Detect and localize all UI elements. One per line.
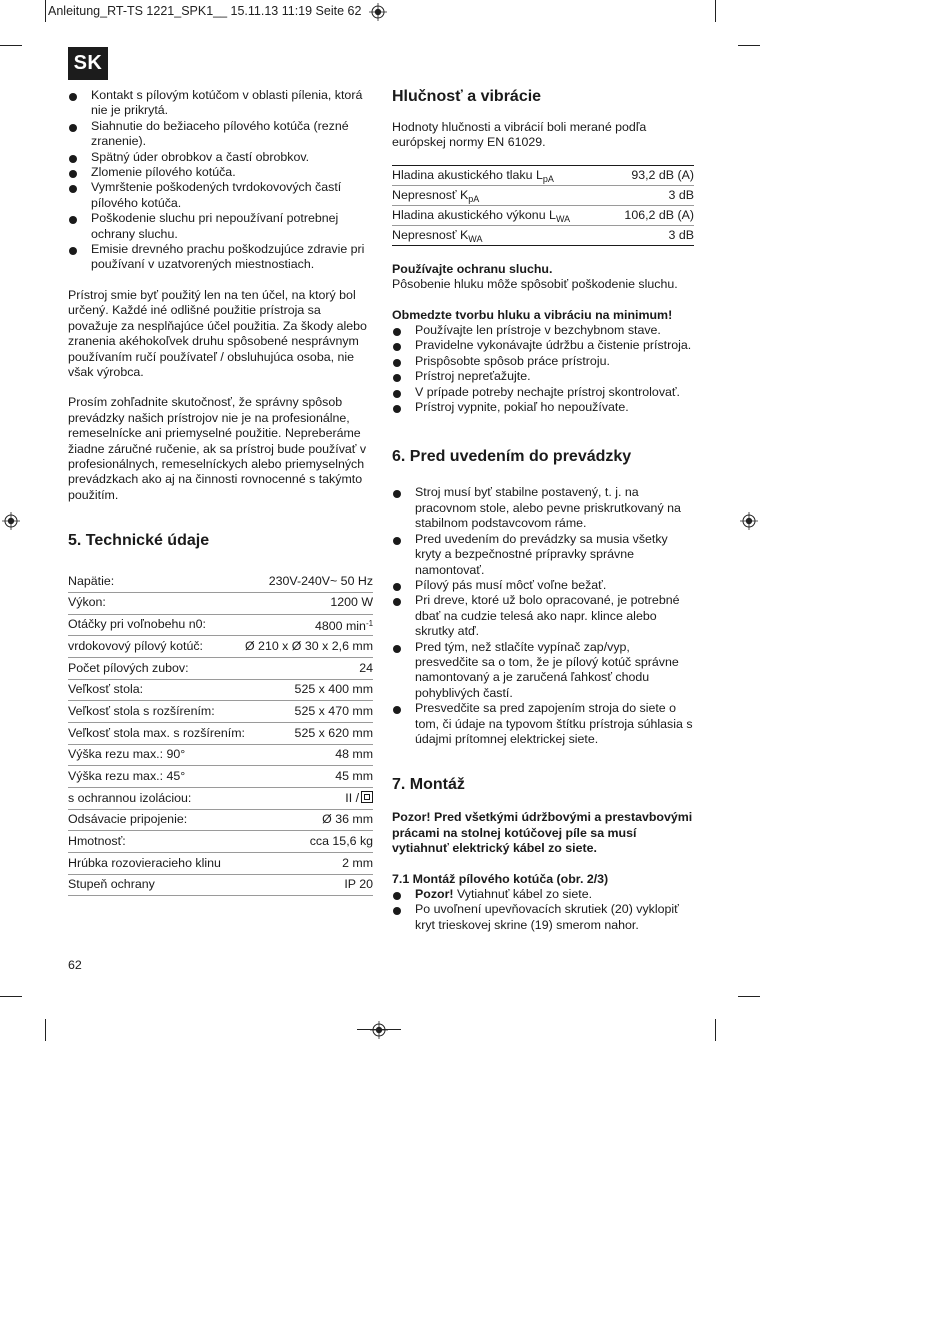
section-heading: Hlučnosť a vibrácie bbox=[392, 88, 542, 105]
spec-value-text: 1200 W bbox=[330, 595, 374, 610]
table-row bbox=[68, 614, 373, 636]
spec-value bbox=[245, 657, 373, 679]
noise-label bbox=[392, 225, 609, 245]
spec-value bbox=[245, 722, 373, 744]
table-row bbox=[392, 225, 694, 245]
noise-label-text: Nepresnosť K bbox=[392, 227, 469, 242]
spec-label: Hrúbka rozovieracieho klinu bbox=[68, 853, 245, 875]
spec-label: Veľkosť stola max. s rozšírením: bbox=[68, 722, 245, 744]
spec-value bbox=[245, 874, 373, 896]
intended-use-paragraph: Prístroj smie byť použitý len na ten účel, na ktorý bol určený. Každé iné odlišné použitie prístroja sa považuje za nesplňajúce účel použitia. Za škody alebo zranenia akéhokoľvek druhu spôsobené nesprávnym používaním ručí používateľ / obsluhujúca osoba, nie však výrobca. bbox=[68, 287, 367, 379]
table-row bbox=[68, 788, 373, 810]
spec-label: Otáčky pri voľnobehu n0: bbox=[68, 614, 245, 636]
table-row bbox=[68, 657, 373, 679]
spec-value-text: Ø 36 mm bbox=[322, 812, 374, 827]
spec-value-superscript: -1 bbox=[365, 618, 374, 628]
warning-label: Pozor! bbox=[415, 887, 454, 901]
list-item: Emisie drevného prachu poškodzujúce zdravie pri používaní v uzatvorených miestnostiach. bbox=[68, 242, 370, 273]
spec-label: vrdokovový pílový kotúč: bbox=[68, 636, 245, 658]
spec-value-text: 2 mm bbox=[342, 855, 374, 870]
crop-mark bbox=[45, 0, 46, 22]
spec-value bbox=[245, 831, 373, 853]
list-item: Kontakt s pílovým kotúčom v oblasti pílenia, ktorá nie je prikrytá. bbox=[68, 88, 370, 119]
noise-value: 93,2 dB (A) bbox=[609, 165, 694, 185]
section-heading: 6. Pred uvedením do prevádzky bbox=[392, 448, 632, 466]
spec-value-text: II / bbox=[345, 790, 360, 805]
section-heading: 7. Montáž bbox=[392, 776, 465, 794]
spec-value bbox=[245, 614, 373, 636]
spec-label: Veľkosť stola s rozšírením: bbox=[68, 701, 245, 723]
spec-value bbox=[245, 701, 373, 723]
noise-label-text: Nepresnosť K bbox=[392, 187, 469, 202]
spec-label: Odsávacie pripojenie: bbox=[68, 809, 245, 831]
crop-mark bbox=[715, 0, 716, 22]
crop-mark bbox=[45, 1019, 46, 1041]
table-row bbox=[68, 679, 373, 701]
section-heading: 5. Technické údaje bbox=[68, 532, 210, 550]
table-row bbox=[68, 809, 373, 831]
spec-value-text: 525 x 620 mm bbox=[294, 725, 374, 740]
spec-value bbox=[245, 809, 373, 831]
list-item: Stroj musí byť stabilne postavený, t. j. na pracovnom stole, alebo pevne priskrutkovaný na stabilnom podstavcovom ráme. bbox=[392, 485, 694, 531]
spec-label: s ochrannou izoláciou: bbox=[68, 788, 245, 810]
table-row bbox=[392, 165, 694, 185]
list-item: Zlomenie pílového kotúča. bbox=[68, 165, 370, 180]
noise-label-subscript: pA bbox=[468, 193, 480, 204]
list-item: Presvedčite sa pred zapojením stroja do siete o tom, či údaje na typovom štítku prístroja súhlasia s údajmi prítomnej elektrickej siete. bbox=[392, 701, 694, 747]
list-item: Pred tým, než stlačíte vypínač zap/vyp, presvedčite sa o tom, že je pílový kotúč správne namontovaný a je zaručená ľahkosť chodu pohyblivých častí. bbox=[392, 640, 694, 702]
table-row bbox=[392, 185, 694, 205]
crop-mark bbox=[0, 996, 22, 997]
crop-mark bbox=[715, 1019, 716, 1041]
list-item: Používajte len prístroje v bezchybnom stave. bbox=[392, 323, 694, 338]
spec-value-text: 4800 min bbox=[314, 618, 366, 633]
noise-label-text: Hladina akustického výkonu L bbox=[392, 207, 556, 222]
subsection-heading: 7.1 Montáž pílového kotúča (obr. 2/3) bbox=[392, 871, 609, 886]
noise-label-subscript: WA bbox=[468, 233, 483, 244]
spec-label: Napätie: bbox=[68, 571, 245, 592]
crop-mark bbox=[738, 996, 760, 997]
spec-value-text: Ø 210 x Ø 30 x 2,6 mm bbox=[244, 638, 374, 653]
noise-label-subscript: WA bbox=[555, 213, 571, 224]
noise-label bbox=[392, 185, 609, 205]
table-row bbox=[68, 571, 373, 592]
list-item: Pred uvedením do prevádzky sa musia všetky kryty a bezpečnostné prípravky správne namontovať. bbox=[392, 532, 694, 578]
spec-label: Výška rezu max.: 90° bbox=[68, 744, 245, 766]
minimize-noise-title: Obmedzte tvorbu hluku a vibráciu na minimum! bbox=[392, 307, 673, 322]
spec-label: Hmotnosť: bbox=[68, 831, 245, 853]
language-badge: SK bbox=[68, 47, 108, 80]
crop-mark bbox=[357, 1029, 401, 1030]
list-item: Vymrštenie poškodených tvrdokovových častí pílového kotúča. bbox=[68, 180, 370, 211]
crop-mark bbox=[738, 45, 760, 46]
registration-mark-icon bbox=[370, 1021, 388, 1039]
spec-label: Počet pílových zubov: bbox=[68, 657, 245, 679]
table-row bbox=[68, 766, 373, 788]
noise-label-text: Hladina akustického tlaku L bbox=[392, 167, 543, 182]
table-row bbox=[68, 853, 373, 875]
left-column bbox=[68, 88, 374, 896]
spec-value bbox=[245, 679, 373, 701]
table-row bbox=[68, 744, 373, 766]
noise-table bbox=[392, 165, 694, 246]
list-item: Siahnutie do bežiaceho pílového kotúča (rezné zranenie). bbox=[68, 119, 370, 150]
right-column bbox=[392, 88, 694, 933]
list-item: Poškodenie sluchu pri nepoužívaní potrebnej ochrany sluchu. bbox=[68, 211, 370, 242]
double-insulation-icon bbox=[361, 791, 373, 803]
spec-value bbox=[245, 592, 373, 614]
list-item bbox=[392, 887, 694, 902]
list-item: Prispôsobte spôsob práce prístroju. bbox=[392, 354, 694, 369]
spec-value-text: cca 15,6 kg bbox=[309, 834, 374, 849]
noise-intro: Hodnoty hlučnosti a vibrácií boli merané podľa európskej normy EN 61029. bbox=[392, 120, 647, 150]
spec-label: Veľkosť stola: bbox=[68, 679, 245, 701]
list-item: V prípade potreby nechajte prístroj skontrolovať. bbox=[392, 385, 694, 400]
list-item: Spätný úder obrobkov a častí obrobkov. bbox=[68, 150, 370, 165]
hazard-list bbox=[68, 88, 370, 273]
spec-value bbox=[245, 744, 373, 766]
spec-label: Stupeň ochrany bbox=[68, 874, 245, 896]
noise-label-subscript: pA bbox=[542, 173, 554, 184]
registration-mark-icon bbox=[369, 3, 387, 21]
list-item: Pravidelne vykonávajte údržbu a čistenie prístroja. bbox=[392, 338, 694, 353]
startup-list bbox=[392, 485, 694, 747]
spec-value-text: 45 mm bbox=[335, 768, 374, 783]
spec-value-text: 230V-240V~ 50 Hz bbox=[268, 573, 374, 588]
spec-value-text: 525 x 400 mm bbox=[294, 682, 374, 697]
minimize-noise-list bbox=[392, 323, 694, 415]
noise-value: 3 dB bbox=[609, 225, 694, 245]
spec-value-text: IP 20 bbox=[344, 877, 374, 892]
list-item: Pílový pás musí môcť voľne bežať. bbox=[392, 578, 694, 593]
registration-mark-icon bbox=[740, 512, 758, 530]
registration-mark-icon bbox=[2, 512, 20, 530]
warning-text: Vytiahnuť kábel zo siete. bbox=[453, 887, 593, 901]
spec-label: Výška rezu max.: 45° bbox=[68, 766, 245, 788]
spec-value bbox=[245, 636, 373, 658]
spec-value-text: 525 x 470 mm bbox=[294, 703, 374, 718]
spec-table bbox=[68, 571, 373, 896]
table-row bbox=[68, 592, 373, 614]
hearing-protection-text: Pôsobenie hluku môže spôsobiť poškodenie sluchu. bbox=[392, 277, 678, 292]
spec-value bbox=[245, 766, 373, 788]
spec-value bbox=[245, 788, 373, 810]
spec-value-text: 48 mm bbox=[335, 747, 374, 762]
usage-note-paragraph: Prosím zohľadnite skutočnosť, že správny spôsob prevádzky našich prístrojov nie je na profesionálne, remeselnícke ani priemyselné použitie. Nepreberáme žiadne záručné ručenie, ak sa prístroj bude používať v profesionálnych, remeselníckych alebo priemyselných prevádzkach ako aj na činnosti rovnocenné s takýmto použitím. bbox=[68, 395, 367, 502]
list-item: Prístroj nepreťažujte. bbox=[392, 369, 694, 384]
list-item: Po uvoľnení upevňovacích skrutiek (20) vyklopiť kryt trieskovej skrine (19) smerom nahor. bbox=[392, 902, 694, 933]
hearing-protection-title: Používajte ochranu sluchu. bbox=[392, 261, 553, 276]
print-header: Anleitung_RT-TS 1221_SPK1__ 15.11.13 11:19 Seite 62 bbox=[48, 4, 362, 18]
noise-label bbox=[392, 165, 609, 185]
blade-assembly-list bbox=[392, 887, 694, 933]
table-row bbox=[68, 722, 373, 744]
spec-value-text: 24 bbox=[359, 660, 374, 675]
table-row bbox=[68, 701, 373, 723]
page-number: 62 bbox=[68, 958, 82, 972]
spec-value bbox=[245, 571, 373, 592]
noise-value: 106,2 dB (A) bbox=[609, 205, 694, 225]
table-row bbox=[68, 831, 373, 853]
list-item: Prístroj vypnite, pokiaľ ho nepoužívate. bbox=[392, 400, 694, 415]
list-item: Pri dreve, ktoré už bolo opracované, je potrebné dbať na cudzie telesá ako napr. klince alebo skrutky atď. bbox=[392, 593, 694, 639]
spec-label: Výkon: bbox=[68, 592, 245, 614]
crop-mark bbox=[0, 45, 22, 46]
noise-label bbox=[392, 205, 609, 225]
table-row bbox=[392, 205, 694, 225]
table-row bbox=[68, 636, 373, 658]
table-row bbox=[68, 874, 373, 896]
assembly-warning: Pozor! Pred všetkými údržbovými a prestavbovými prácami na stolnej kotúčovej píle sa musí vytiahnuť elektrický kábel zo siete. bbox=[392, 810, 693, 856]
spec-value bbox=[245, 853, 373, 875]
noise-value: 3 dB bbox=[609, 185, 694, 205]
